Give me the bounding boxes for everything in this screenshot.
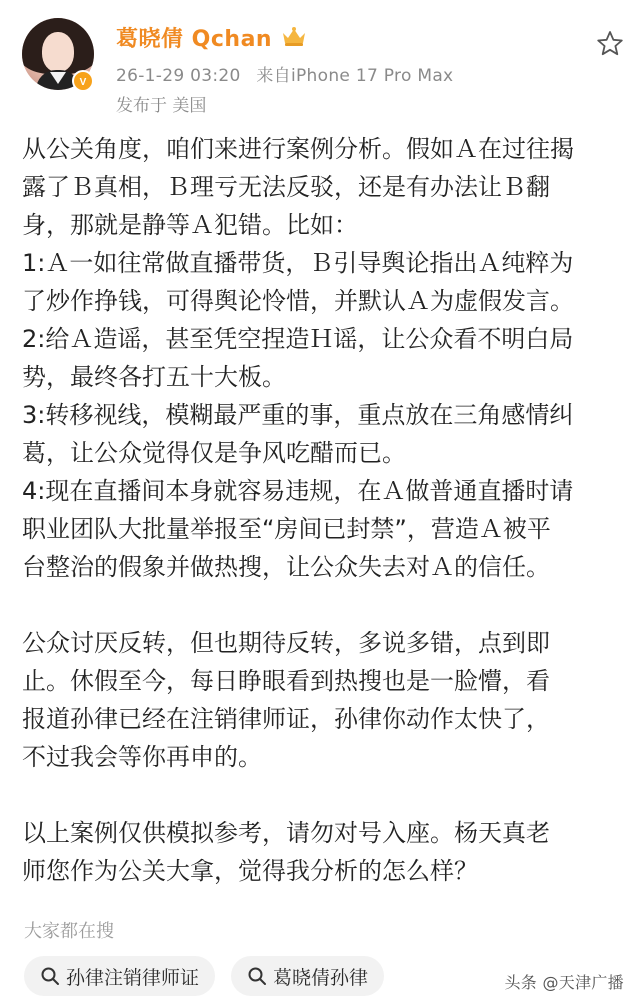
post-header (0, 0, 640, 125)
text-line: 身，那就是静等Ａ犯错。比如： (22, 211, 358, 239)
text-line: 从公关角度，咱们来进行案例分析。假如Ａ在过往揭 (22, 135, 574, 163)
verified-badge-icon (72, 70, 94, 92)
search-chip-label: 葛晓倩孙律 (273, 966, 369, 989)
post-meta (116, 61, 453, 86)
post-location: 发布于 美国 (116, 96, 207, 116)
search-chip[interactable] (231, 956, 384, 996)
text-line: 1:Ａ一如往常做直播带货，Ｂ引导舆论指出Ａ纯粹为 (22, 249, 574, 277)
paragraph-1 (22, 130, 628, 586)
text-line: 3:转移视线，模糊最严重的事，重点放在三角感情纠 (22, 401, 574, 429)
text-line: 不过我会等你再申的。 (22, 743, 262, 771)
search-chips (24, 956, 384, 996)
search-section-title: 大家都在搜 (24, 921, 114, 942)
text-line: 报道孙律已经在注销律师证，孙律你动作太快了， (22, 705, 550, 733)
text-line: 止。休假至今，每日睁眼看到热搜也是一脸懵，看 (22, 667, 550, 695)
text-line: 台整治的假象并做热搜，让公众失去对Ａ的信任。 (22, 553, 550, 581)
search-icon (40, 966, 60, 986)
text-line: 势，最终各打五十大板。 (22, 363, 286, 391)
svg-text:V: V (79, 77, 87, 87)
text-line: 公众讨厌反转，但也期待反转，多说多错，点到即 (22, 629, 550, 657)
paragraph-3 (22, 814, 628, 890)
text-line: 了炒作挣钱，可得舆论怜惜，并默认Ａ为虚假发言。 (22, 287, 574, 315)
text-line: 2:给Ａ造谣，甚至凭空捏造Ｈ谣，让公众看不明白局 (22, 325, 574, 353)
search-chip-label: 孙律注销律师证 (66, 966, 200, 989)
crown-icon[interactable] (280, 25, 308, 51)
star-icon[interactable] (594, 28, 626, 60)
source-watermark: 头条 @天津广播 (504, 973, 624, 992)
text-line: 葛，让公众觉得仅是争风吃醋而已。 (22, 439, 406, 467)
text-line: 师您作为公关大拿，觉得我分析的怎么样？ (22, 857, 478, 885)
text-line: 露了Ｂ真相，Ｂ理亏无法反驳，还是有办法让Ｂ翻 (22, 173, 550, 201)
post-body (22, 130, 628, 890)
search-chip[interactable] (24, 956, 215, 996)
post-timestamp: 26-1-29 03:20 (116, 66, 241, 86)
text-line: 职业团队大批量举报至“房间已封禁”，营造Ａ被平 (22, 515, 551, 543)
post-source: 来自iPhone 17 Pro Max (256, 66, 454, 86)
paragraph-2 (22, 624, 628, 776)
text-line: 4:现在直播间本身就容易违规，在Ａ做普通直播时请 (22, 477, 574, 505)
text-line: 以上案例仅供模拟参考，请勿对号入座。杨天真老 (22, 819, 550, 847)
author-row (116, 22, 308, 53)
search-icon (247, 966, 267, 986)
author-name[interactable]: 葛晓倩 Qchan (116, 27, 273, 52)
